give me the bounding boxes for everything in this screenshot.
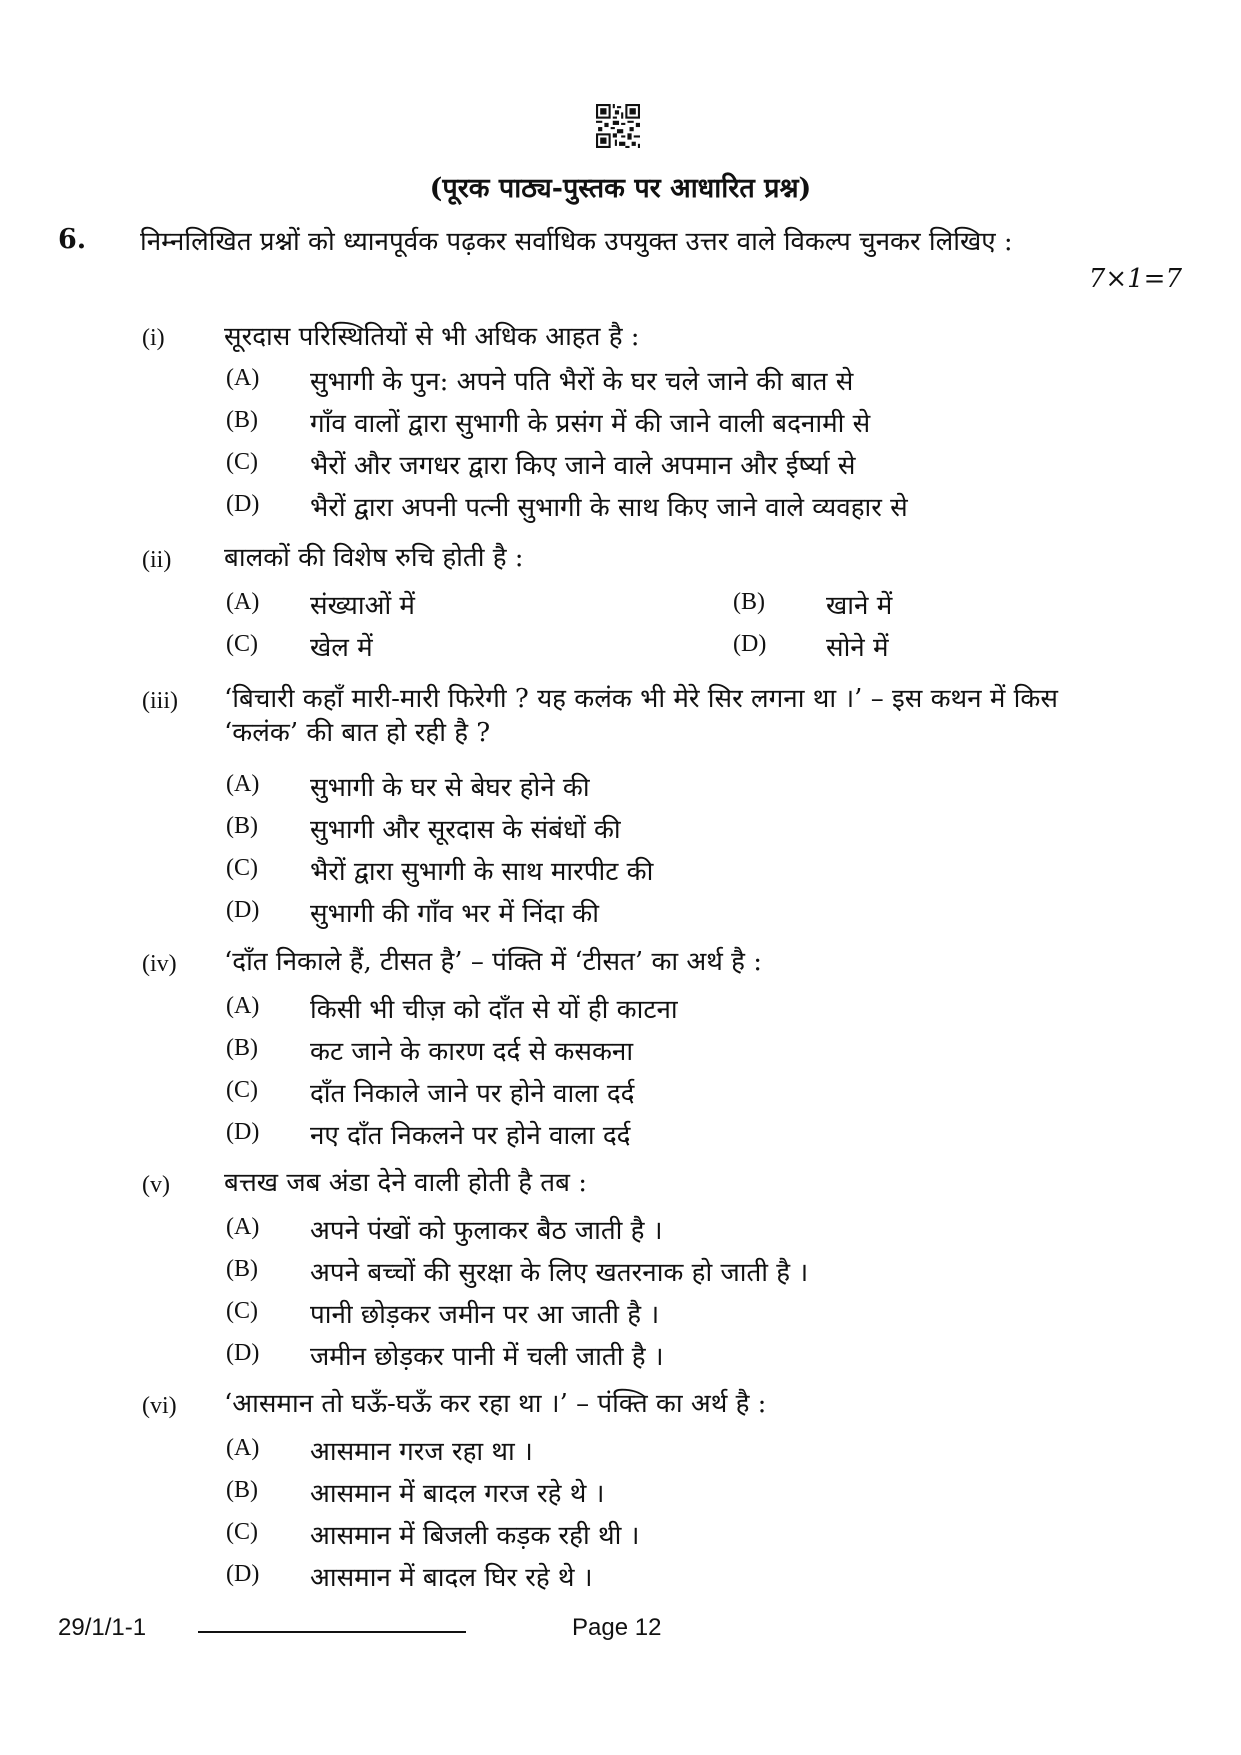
option-letter: (D) (226, 1119, 260, 1145)
option-text: किसी भी चीज़ को दाँत से यों ही काटना (310, 995, 678, 1025)
option-text: खेल में (310, 633, 373, 663)
subquestion-number: (v) (142, 1172, 170, 1198)
option-text: अपने पंखों को फुलाकर बैठ जाती है । (310, 1216, 663, 1246)
option-text: आसमान में बादल घिर रहे थे । (310, 1563, 593, 1593)
option-text: भैरों और जगधर द्वारा किए जाने वाले अपमान और ईर्ष्या से (310, 451, 856, 481)
option-text: भैरों द्वारा सुभागी के साथ मारपीट की (310, 857, 654, 887)
option-text: कट जाने के कारण दर्द से कसकना (310, 1037, 634, 1067)
option-text: पानी छोड़कर जमीन पर आ जाती है । (310, 1300, 660, 1330)
option-letter: (C) (226, 855, 258, 881)
option-letter: (A) (226, 365, 260, 391)
option-text: अपने बच्चों की सुरक्षा के लिए खतरनाक हो जाती है । (310, 1258, 809, 1288)
option-text: दाँत निकाले जाने पर होने वाला दर्द (310, 1079, 635, 1109)
option-text: संख्याओं में (310, 591, 415, 621)
subquestion-stem: सूरदास परिस्थितियों से भी अधिक आहत है : (224, 322, 640, 352)
subquestion-number: (i) (142, 325, 165, 351)
option-letter: (C) (226, 1298, 258, 1324)
option-letter: (D) (226, 1561, 260, 1587)
option-letter: (A) (226, 771, 260, 797)
section-heading: (पूरक पाठ्य-पुस्तक पर आधारित प्रश्न) (429, 173, 812, 204)
option-text: सुभागी की गाँव भर में निंदा की (310, 899, 599, 929)
option-text: गाँव वालों द्वारा सुभागी के प्रसंग में की जाने वाली बदनामी से (310, 409, 871, 439)
option-text: सोने में (826, 633, 889, 663)
option-letter: (A) (226, 1435, 260, 1461)
option-text: नए दाँत निकलने पर होने वाला दर्द (310, 1121, 631, 1151)
question-instruction: निम्नलिखित प्रश्नों को ध्यानपूर्वक पढ़कर सर्वाधिक उपयुक्त उत्तर वाले विकल्प चुनकर लिखिए : (140, 227, 1013, 257)
subquestion-number: (iii) (142, 688, 178, 714)
paper-code: 29/1/1-1 (58, 1614, 147, 1641)
subquestion-stem: बत्तख जब अंडा देने वाली होती है तब : (224, 1168, 587, 1198)
subquestion-stem: बालकों की विशेष रुचि होती है : (224, 543, 524, 573)
option-letter: (C) (226, 1519, 258, 1545)
subquestion-stem: ‘दाँत निकाले हैं, टीसत है’ – पंक्ति में ‘टीसत’ का अर्थ है : (224, 947, 762, 977)
option-text: आसमान में बादल गरज रहे थे । (310, 1479, 605, 1509)
option-text: सुभागी के पुन: अपने पति भैरों के घर चले जाने की बात से (310, 367, 854, 397)
page-number: Page 12 (572, 1614, 662, 1641)
option-letter: (A) (226, 1214, 260, 1240)
option-letter: (B) (226, 407, 258, 433)
subquestion-number: (vi) (142, 1393, 177, 1419)
option-text: जमीन छोड़कर पानी में चली जाती है । (310, 1342, 664, 1372)
option-letter: (A) (226, 589, 260, 615)
subquestion-number: (ii) (142, 547, 172, 573)
option-letter: (B) (226, 1477, 258, 1503)
option-letter: (B) (226, 1256, 258, 1282)
question-number: 6. (58, 224, 87, 255)
option-letter: (C) (226, 631, 258, 657)
footer-divider (198, 1631, 466, 1633)
subquestion-stem: ‘बिचारी कहाँ मारी-मारी फिरेगी ? यह कलंक भी मेरे सिर लगना था ।’ – इस कथन में किस ‘कलंक’ की बात हो रही है ? (224, 684, 1058, 748)
qr-code-icon (596, 104, 640, 148)
option-letter: (D) (226, 1340, 260, 1366)
marks-allocation: 7×1=7 (1088, 264, 1182, 294)
option-letter: (D) (733, 631, 767, 657)
subquestion-number: (iv) (142, 951, 177, 977)
option-letter: (C) (226, 1077, 258, 1103)
option-text: भैरों द्वारा अपनी पत्नी सुभागी के साथ किए जाने वाले व्यवहार से (310, 493, 908, 523)
option-letter: (D) (226, 491, 260, 517)
subquestion-stem: ‘आसमान तो घऊँ-घऊँ कर रहा था ।’ – पंक्ति का अर्थ है : (224, 1389, 767, 1419)
option-letter: (B) (226, 1035, 258, 1061)
option-letter: (C) (226, 449, 258, 475)
option-letter: (A) (226, 993, 260, 1019)
option-letter: (B) (226, 813, 258, 839)
option-letter: (D) (226, 897, 260, 923)
option-text: सुभागी और सूरदास के संबंधों की (310, 815, 621, 845)
option-letter: (B) (733, 589, 765, 615)
option-text: आसमान गरज रहा था । (310, 1437, 533, 1467)
option-text: आसमान में बिजली कड़क रही थी । (310, 1521, 640, 1551)
option-text: खाने में (826, 591, 893, 621)
option-text: सुभागी के घर से बेघर होने की (310, 773, 590, 803)
